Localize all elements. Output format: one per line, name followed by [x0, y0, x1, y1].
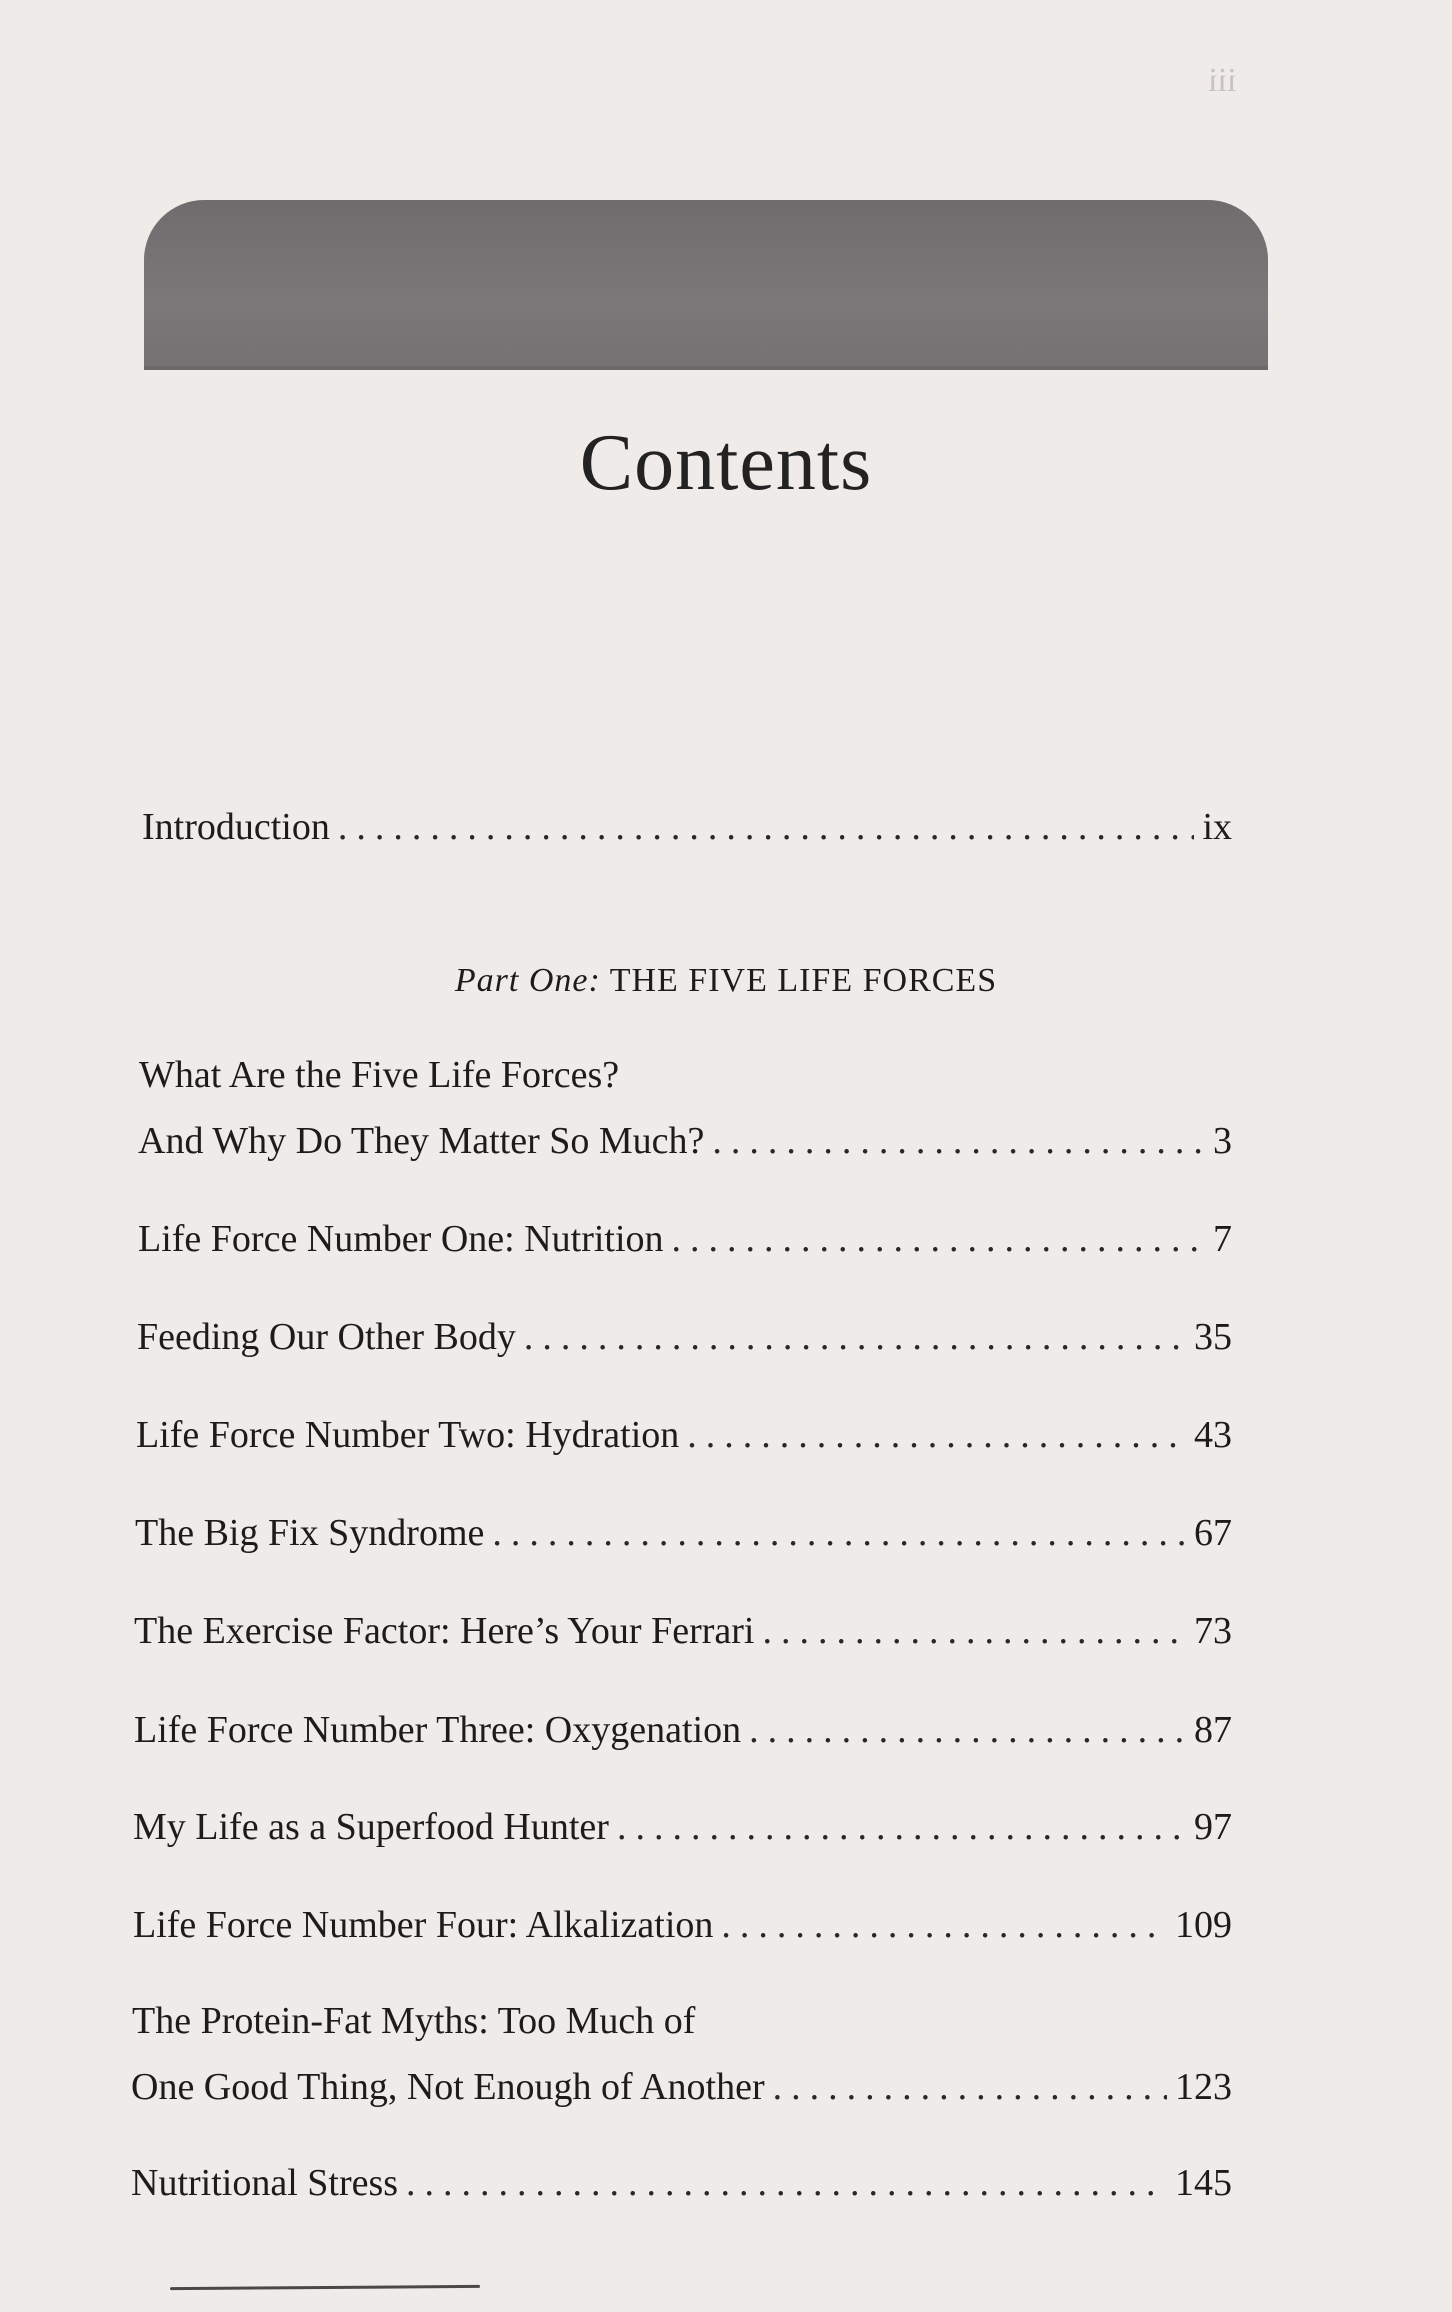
toc-entry-title: Life Force Number One: Nutrition — [138, 1218, 664, 1260]
toc-entry[interactable] — [133, 1808, 1232, 1846]
toc-entry-title: The Big Fix Syndrome — [135, 1512, 485, 1554]
dot-leader — [406, 2164, 1167, 2202]
toc-entry-page: 35 — [1194, 1316, 1232, 1358]
part-title: THE FIVE LIFE FORCES — [609, 962, 998, 999]
toc-entry-title: One Good Thing, Not Enough of Another — [131, 2066, 765, 2108]
toc-entry-page: 97 — [1194, 1806, 1232, 1848]
page-title: Contents — [579, 419, 873, 507]
toc-entry-page: 109 — [1175, 1904, 1232, 1946]
toc-entry-title: Life Force Number Two: Hydration — [136, 1414, 680, 1456]
toc-entry-introduction[interactable] — [142, 808, 1232, 846]
dot-leader — [524, 1318, 1186, 1356]
toc-entry-title: Nutritional Stress — [131, 2162, 399, 2204]
toc-entry[interactable] — [134, 1612, 1232, 1650]
toc-entry[interactable] — [136, 1416, 1232, 1454]
dot-leader — [492, 1514, 1186, 1552]
dot-leader — [712, 1122, 1205, 1160]
toc-entry-page: 43 — [1194, 1414, 1232, 1456]
toc-entry-page: 123 — [1175, 2066, 1232, 2108]
dot-leader — [687, 1416, 1186, 1454]
toc-entry-title: Feeding Our Other Body — [137, 1316, 516, 1358]
toc-entry-page: 145 — [1175, 2162, 1232, 2204]
dot-leader — [749, 1711, 1186, 1749]
toc-entry-page: 7 — [1213, 1218, 1232, 1260]
dot-leader — [721, 1906, 1167, 1944]
toc-entry[interactable] — [135, 1514, 1232, 1552]
toc-entry-page: 67 — [1194, 1512, 1232, 1554]
toc-entry-title-line1: What Are the Five Life Forces? — [139, 1054, 620, 1096]
toc-entry-page: 87 — [1194, 1709, 1232, 1751]
toc-entry[interactable] — [131, 2164, 1232, 2202]
toc-entry-title: My Life as a Superfood Hunter — [133, 1806, 609, 1848]
toc-entry-page: 3 — [1213, 1120, 1232, 1162]
toc-entry[interactable] — [133, 1906, 1232, 1944]
toc-entry-title: Introduction — [142, 806, 330, 848]
dot-leader — [762, 1612, 1186, 1650]
toc-entry-title-line1: The Protein-Fat Myths: Too Much of — [132, 2000, 696, 2042]
toc-entry[interactable] — [138, 1122, 1232, 1160]
dot-leader — [773, 2068, 1167, 2106]
toc-entry-title: Life Force Number Four: Alkalization — [133, 1904, 714, 1946]
part-heading — [0, 962, 1452, 1000]
page-number: iii — [1208, 62, 1237, 99]
toc-entry-page: ix — [1202, 806, 1232, 848]
toc-entry-title: The Exercise Factor: Here’s Your Ferrari — [134, 1610, 755, 1652]
dot-leader — [617, 1808, 1186, 1846]
toc-entry-page: 73 — [1194, 1610, 1232, 1652]
part-label: Part One: — [454, 962, 601, 999]
toc-entry-title: Life Force Number Three: Oxygenation — [134, 1709, 742, 1751]
toc-entry[interactable] — [131, 2068, 1232, 2106]
toc-entry[interactable] — [137, 1318, 1232, 1356]
toc-entry[interactable] — [138, 1220, 1232, 1258]
toc-entry[interactable] — [134, 1711, 1232, 1749]
dot-leader — [338, 808, 1195, 846]
dot-leader — [672, 1220, 1205, 1258]
toc-entry-title: And Why Do They Matter So Much? — [138, 1120, 705, 1162]
